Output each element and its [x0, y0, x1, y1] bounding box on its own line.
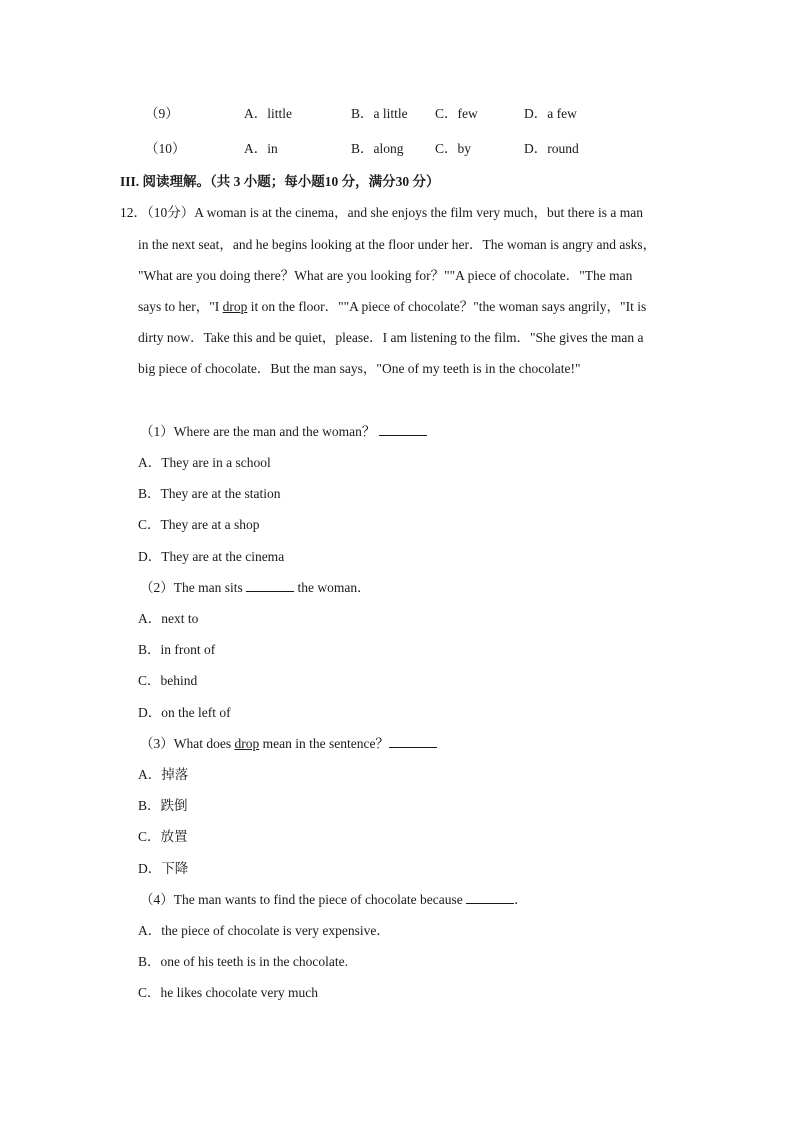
- option-d: D．a few: [524, 106, 577, 121]
- option-a: A．little: [244, 106, 292, 121]
- option-row-10: [0, 140, 794, 158]
- option-c: C．by: [435, 141, 472, 156]
- q2-option-b: B．in front of: [138, 642, 216, 657]
- option-row-9: [0, 105, 794, 123]
- answer-blank[interactable]: [246, 579, 294, 592]
- stem-text: （1）Where are the man and the woman？: [140, 424, 379, 439]
- stem-text: （4）The man wants to find the piece of chocolate because: [140, 892, 467, 907]
- question-number: （10）: [145, 141, 186, 156]
- stem-text: （3）What does: [140, 736, 235, 751]
- question-stem-2: [140, 579, 371, 597]
- passage-line-3: "What are you doing there？What are you looking for？""A piece of chocolate．"The man: [138, 268, 633, 283]
- question-number: （9）: [145, 106, 179, 121]
- q1-option-c: C．They are at a shop: [138, 517, 260, 532]
- q2-option-c: C．behind: [138, 673, 198, 688]
- answer-blank[interactable]: [379, 423, 427, 436]
- stem-text: the woman．: [294, 580, 371, 595]
- q2-option-d: D．on the left of: [138, 705, 231, 720]
- answer-blank[interactable]: [466, 891, 514, 904]
- q1-option-a: A．They are in a school: [138, 455, 271, 470]
- passage-text: says to her，"I: [138, 299, 223, 314]
- option-d: D．round: [524, 141, 579, 156]
- stem-text: ．: [514, 892, 528, 907]
- q3-option-c: C．放置: [138, 829, 188, 844]
- q3-option-a: A．掉落: [138, 767, 189, 782]
- option-b: B．along: [351, 141, 404, 156]
- option-b: B．a little: [351, 106, 408, 121]
- q2-option-a: A．next to: [138, 611, 199, 626]
- option-a: A．in: [244, 141, 278, 156]
- passage-line-5: dirty now．Take this and be quiet，please．I am listening to the film．"She gives the man a: [138, 330, 644, 345]
- q3-option-b: B．跌倒: [138, 798, 188, 813]
- q4-option-c: C．he likes chocolate very much: [138, 985, 318, 1000]
- q4-option-b: B．one of his teeth is in the chocolate.: [138, 954, 348, 969]
- underlined-word-drop: drop: [234, 736, 260, 751]
- passage-line-1: [120, 204, 643, 222]
- stem-text: （2）The man sits: [140, 580, 247, 595]
- question-stem-1: [140, 423, 427, 441]
- passage-text: A woman is at the cinema，and she enjoys the film very much，but there is a man: [194, 205, 644, 220]
- section-title: III. 阅读理解。（共 3 小题；每小题10 分，满分30 分）: [120, 174, 440, 189]
- answer-blank[interactable]: [389, 735, 437, 748]
- q3-option-d: D．下降: [138, 861, 189, 876]
- question-header: 12．（10分）: [120, 205, 195, 220]
- question-stem-3: [140, 735, 437, 753]
- stem-text: mean in the sentence？: [259, 736, 389, 751]
- option-c: C．few: [435, 106, 478, 121]
- q1-option-d: D．They are at the cinema: [138, 549, 285, 564]
- passage-line-2: in the next seat，and he begins looking at the floor under her．The woman is angry and asks，: [138, 237, 657, 252]
- passage-line-6: big piece of chocolate．But the man says，"One of my teeth is in the chocolate!": [138, 361, 581, 376]
- q4-option-a: A．the piece of chocolate is very expensive．: [138, 923, 390, 938]
- passage-text: it on the floor．""A piece of chocolate？"the woman says angrily，"It is: [247, 299, 647, 314]
- question-stem-4: [140, 891, 528, 909]
- q1-option-b: B．They are at the station: [138, 486, 281, 501]
- passage-line-4: [138, 298, 646, 316]
- underlined-word-drop: drop: [222, 299, 248, 314]
